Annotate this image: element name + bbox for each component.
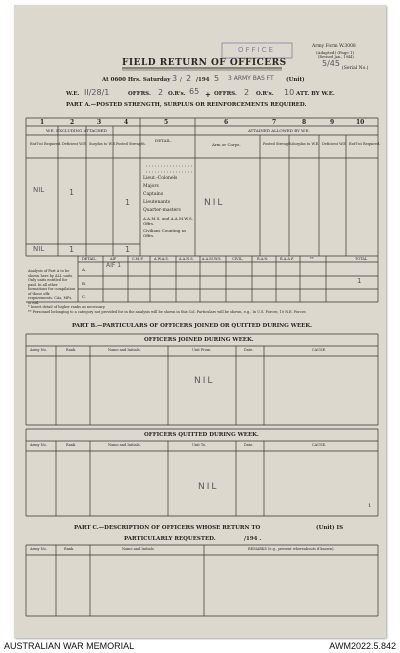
we-label: W.E. <box>66 91 80 97</box>
part-c-header-name: Name and Initials. <box>122 547 155 551</box>
form-ref-line2: (Adapted) (Page 1) <box>316 50 355 55</box>
footnote-2: ** Personnel belonging to a category not provided for in the analysis will be shown in this Col. Particulars will be shown, e.g., In U.S. Forces; 10 N.E. Forces <box>28 310 306 314</box>
rank-quarter-masters: Quarter-masters <box>143 208 181 213</box>
col-number-7: 7 <box>272 119 277 126</box>
col-number-3: 3 <box>97 119 102 126</box>
footnote-1: * Insert detail of higher ranks as necessary. <box>28 305 106 309</box>
date-day: 3 <box>172 74 178 83</box>
header-arm-or-corps: Arm or Corps. <box>212 142 241 147</box>
header-deficient-att: Deficient W.E. <box>322 142 347 146</box>
offrs-label: OFFRS. <box>128 91 151 97</box>
joined-nil: NIL <box>194 376 215 386</box>
col-number-6: 6 <box>224 119 229 126</box>
header-entitlement-att: Ent'l'nt Required. <box>349 142 381 146</box>
footer-institution: AUSTRALIAN WAR MEMORIAL <box>4 641 135 651</box>
col1-total: NIL <box>33 245 45 253</box>
analysis-header-aif: AIF <box>110 257 117 261</box>
part-c-header-rank: Rank. <box>64 547 75 551</box>
part-c-line1: PART C.—DESCRIPTION OF OFFICERS WHOSE RETURN TO <box>74 525 261 531</box>
analysis-note: Analysis of Part A to be shown here by ALL units. Only units entitled for paid. In all other formations for compilation of those offr. requirements: CAs, MPs, & Mil. <box>28 269 76 305</box>
offrs2-label: OFFRS. <box>214 91 237 97</box>
joined-title: OFFICERS JOINED DURING WEEK. <box>144 337 254 343</box>
quitted-header-army-no: Army No. <box>30 443 47 447</box>
we-group-header: W.E. EXCLUDING ATTACHED <box>46 128 107 133</box>
ors2-value: 10 <box>284 88 295 97</box>
header-posted-strength-att: Posted Strength. <box>263 142 293 146</box>
date-year: 5 <box>214 74 220 83</box>
analysis-row-a: A. <box>82 267 87 272</box>
unit-label: (Unit) <box>286 77 305 83</box>
header-detail: DETAIL. <box>155 138 172 143</box>
page-number: 1 <box>368 503 372 509</box>
quitted-header-unit-to: Unit To. <box>192 443 207 447</box>
analysis-header-cmf: C.M.F. <box>132 257 144 261</box>
unit-value: 3 ARMY BAS FT <box>228 75 274 82</box>
serial-number-value: 5/45 <box>322 59 340 68</box>
rank-captains: Captains <box>143 192 164 197</box>
ors-label: O.R's. <box>168 91 186 97</box>
ors2-label: O.R's. <box>256 91 274 97</box>
form-ref-line3: (Revised Jan., 1944) <box>318 55 354 59</box>
col2-value: 1 <box>69 188 75 197</box>
quitted-header-rank: Rank. <box>66 443 77 447</box>
col-number-4: 4 <box>124 119 129 126</box>
part-c-line2: PARTICULARLY REQUESTED. <box>124 536 216 542</box>
header-entitlement-required: Ent'l'nt Required. <box>30 142 62 146</box>
rank-civilians: Civilians Counting as Offrs. <box>143 228 187 238</box>
form-title: FIELD RETURN OF OFFICERS <box>122 58 287 68</box>
quitted-nil: NIL <box>198 482 219 492</box>
date-sep2: /194 <box>196 77 210 83</box>
header-deficient: Deficient W.E. <box>62 142 87 146</box>
analysis-header-ran: R.A.N. <box>257 257 269 261</box>
rank-majors: Majors <box>143 184 159 189</box>
joined-header-name: Name and Initials. <box>108 348 141 352</box>
we-value: II/28/1 <box>84 88 110 97</box>
footer-accession-number: AWM2022.5.842 <box>329 641 396 651</box>
part-c-date: /194 . <box>244 536 262 542</box>
header-surplus: Surplus to W.E. <box>89 142 117 146</box>
quitted-header-name: Name and Initials. <box>108 443 141 447</box>
plus-sign: + <box>205 90 211 99</box>
serial-label: (Serial No.) <box>342 66 369 71</box>
rank-lieut-colonels: Lieut.-Colonels <box>143 176 178 181</box>
part-c-header-army-no: Army No. <box>30 547 47 551</box>
date-line-prefix: At 0600 Hrs. Saturday <box>102 77 171 83</box>
col-number-8: 8 <box>302 119 307 126</box>
joined-header-date: Date. <box>244 348 254 352</box>
analysis-row-b: B. <box>82 281 87 286</box>
analysis-header-raaf: R.A.A.F. <box>280 257 295 261</box>
analysis-header-total: TOTAL <box>355 257 368 261</box>
part-c-unit: (Unit) IS <box>316 525 344 531</box>
analysis-header-other: ** <box>310 257 314 261</box>
date-sep1: / <box>180 77 182 83</box>
analysis-header-detail: DETAIL. <box>82 257 97 261</box>
col-number-2: 2 <box>70 119 75 126</box>
quitted-header-cause: CAUSE. <box>312 443 327 447</box>
analysis-header-aans: A.A.N.S. <box>179 257 194 261</box>
quitted-title: OFFICERS QUITTED DURING WEEK. <box>144 432 259 438</box>
col-number-10: 10 <box>356 119 365 126</box>
joined-header-unit-from: Unit From. <box>192 348 212 352</box>
analysis-header-awas: A.W.A.S. <box>154 257 169 261</box>
col4-value: 1 <box>125 198 131 207</box>
quitted-header-date: Date. <box>244 443 254 447</box>
joined-header-rank: Rank. <box>66 348 77 352</box>
joined-header-army-no: Army No. <box>30 348 47 352</box>
offrs-value: 2 <box>158 88 164 97</box>
part-a-title: PART A.—POSTED STRENGTH, SURPLUS OR REINFORCEMENTS REQUIRED. <box>66 102 307 108</box>
rank-aams-offrs: A.A.M.S. and A.A.M.W.S. Offrs. <box>143 216 193 226</box>
col2-total: 1 <box>69 245 75 254</box>
att-by-we-label: ATT. BY W.E. <box>296 91 335 97</box>
form-ref-line1: Army Form W.3008 <box>312 44 356 49</box>
offrs2-value: 2 <box>244 88 250 97</box>
header-posted-strength: Posted Strength. <box>116 142 146 146</box>
col4-total: 1 <box>125 245 131 254</box>
ors-value: 65 <box>189 87 200 96</box>
attached-group-header: ATTAINED ALLOWED BY W.E. <box>248 128 310 133</box>
header-surplus-att: Surplus to W.E. <box>292 142 320 146</box>
col-number-5: 5 <box>164 119 169 126</box>
col1-value: NIL <box>33 186 45 194</box>
rank-lieutenants: Lieutenants <box>143 200 171 205</box>
col-number-9: 9 <box>330 119 335 126</box>
col-number-1: 1 <box>40 119 45 126</box>
analysis-total-value: 1 <box>357 277 362 285</box>
joined-header-cause: CAUSE. <box>312 348 327 352</box>
date-month: 2 <box>186 74 192 83</box>
part-c-header-remarks: REMARKS (e.g., present whereabouts if known). <box>248 547 335 551</box>
part-b-title: PART B.—PARTICULARS OF OFFICERS JOINED OR QUITTED DURING WEEK. <box>72 323 313 329</box>
analysis-aif-value: AIF 1 <box>106 262 122 269</box>
analysis-row-c: C. <box>82 294 87 299</box>
office-stamp-text: OFFICE <box>238 46 275 54</box>
analysis-header-aamws: A.A.M.W.S. <box>202 257 222 261</box>
analysis-header-civil: CIVIL. <box>232 257 244 261</box>
nil-stamp-part-a: NIL <box>204 198 225 208</box>
archive-footer <box>0 640 400 653</box>
